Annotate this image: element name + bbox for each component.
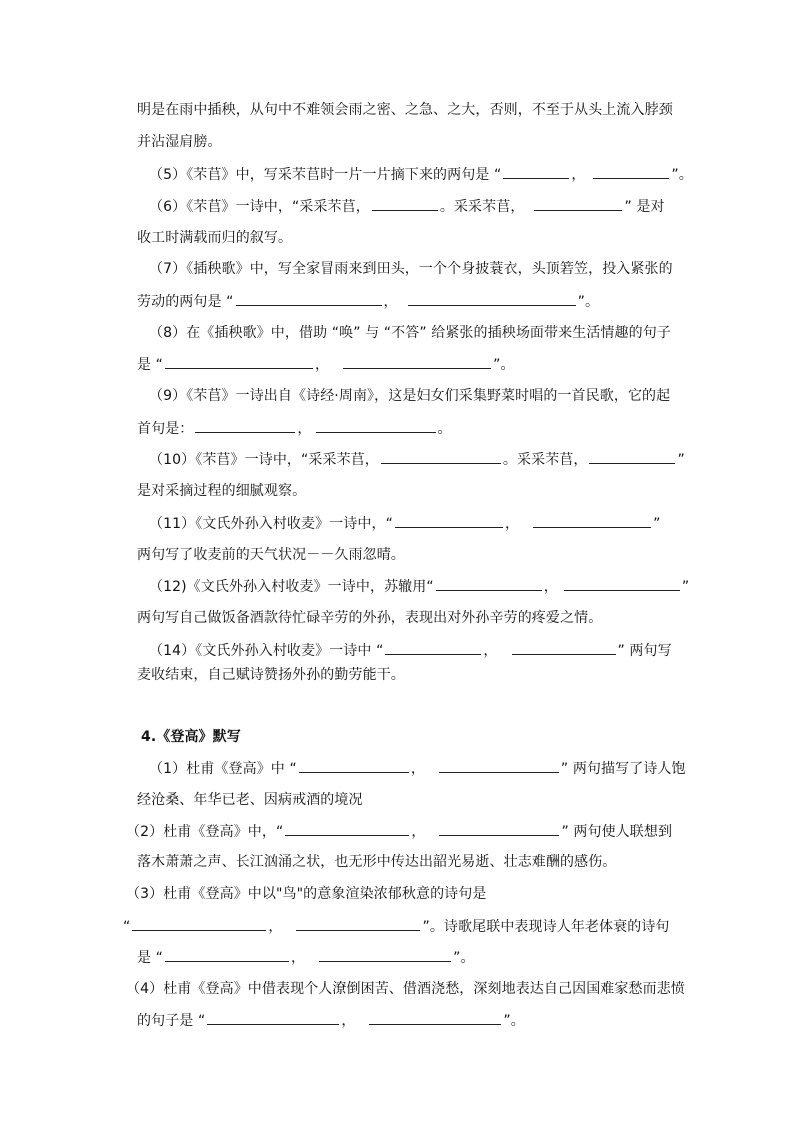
text: ”。	[503, 1013, 525, 1029]
question-1	[149, 758, 686, 779]
text: 明是在雨中插秧，从句中不难领会雨之密、之急、之大，否则，不至于从头上流入脖颈	[137, 102, 673, 118]
answer-blank[interactable]	[372, 196, 438, 211]
text: （1）杜甫《登高》中 “	[149, 761, 297, 777]
answer-blank[interactable]	[132, 916, 266, 931]
text-line	[137, 852, 616, 872]
text: ” 两句写	[617, 643, 672, 659]
question-14	[149, 640, 672, 661]
answer-blank[interactable]	[165, 947, 289, 962]
text-line	[137, 418, 452, 439]
question-11	[149, 513, 660, 534]
text: 劳动的两句是 “	[137, 294, 234, 310]
answer-blank[interactable]	[296, 916, 420, 931]
question-10	[149, 449, 685, 470]
text: ”。	[671, 167, 693, 183]
text-line	[137, 132, 222, 152]
answer-blank[interactable]	[503, 164, 569, 179]
text-line	[137, 1010, 525, 1031]
answer-blank[interactable]	[165, 354, 313, 369]
text: 。采采芣苢，	[502, 452, 588, 468]
text: ，	[410, 761, 425, 777]
text: （4）杜甫《登高》中借表现个人潦倒困苦、借酒浇愁，深刻地表达自己因国难家愁而悲愤	[126, 981, 685, 997]
answer-blank[interactable]	[381, 449, 501, 464]
text-line	[123, 916, 670, 937]
text: 。	[437, 421, 452, 437]
text-line	[137, 665, 405, 685]
text-line	[137, 100, 673, 120]
text-line	[137, 354, 515, 375]
question-4	[126, 979, 685, 999]
answer-blank[interactable]	[533, 513, 651, 528]
text: ”。诗歌尾联中表现诗人年老体衰的诗句	[422, 919, 670, 935]
text: ” 是对	[624, 199, 665, 215]
answer-blank[interactable]	[534, 196, 622, 211]
question-9	[149, 386, 670, 406]
answer-blank[interactable]	[589, 449, 675, 464]
text: ，	[543, 579, 558, 595]
text: ，	[483, 643, 498, 659]
text: ”。	[493, 357, 515, 373]
answer-blank[interactable]	[299, 758, 409, 773]
answer-blank[interactable]	[385, 640, 481, 655]
answer-blank[interactable]	[369, 1010, 501, 1025]
text-line	[137, 947, 475, 968]
text: ，	[411, 824, 426, 840]
question-3	[126, 884, 487, 904]
text: ”	[653, 516, 661, 532]
text: ，	[315, 357, 330, 373]
text: ，	[291, 950, 306, 966]
answer-blank[interactable]	[564, 576, 680, 591]
text-line	[137, 790, 363, 810]
section-heading	[141, 727, 241, 747]
text-line	[137, 545, 405, 565]
text-line	[137, 608, 602, 628]
question-5	[149, 164, 693, 185]
text: 收工时满载而归的叙写。	[137, 230, 293, 246]
text: （2）杜甫《登高》中，“	[126, 824, 284, 840]
text: ” 两句使人联想到	[561, 824, 673, 840]
answer-blank[interactable]	[439, 758, 559, 773]
text: 的句子是 “	[137, 1013, 206, 1029]
question-12	[149, 576, 689, 597]
text-line	[137, 481, 306, 501]
text: （9）《芣苢》一诗出自《诗经·周南》，这是妇女们采集野菜时唱的一首民歌，它的起	[149, 388, 671, 404]
text: ，	[297, 421, 312, 437]
text: 。采采芣苢，	[439, 199, 525, 215]
text: （7）《插秧歌》中，写全家冒雨来到田头，一个个身披蓑衣，头顶箬笠，投入紧张的	[149, 261, 673, 277]
question-8	[149, 323, 671, 343]
text: ，	[504, 516, 520, 532]
question-2	[126, 821, 672, 842]
text: 麦收结束，自己赋诗赞扬外孙的勤劳能干。	[137, 667, 405, 683]
text: 落木萧萧之声、长江汹涌之状，也无形中传达出韶光易逝、壮志难酬的感伤。	[137, 854, 617, 870]
text: （12)《文氏外孙入村收麦》一诗中，苏辙用“	[149, 579, 434, 595]
question-6	[149, 196, 665, 217]
answer-blank[interactable]	[408, 291, 576, 306]
text-line	[137, 228, 292, 248]
answer-blank[interactable]	[343, 354, 491, 369]
answer-blank[interactable]	[436, 576, 542, 591]
answer-blank[interactable]	[593, 164, 669, 179]
text: ，	[268, 919, 283, 935]
text: 是 “	[137, 357, 164, 373]
text: ”	[677, 452, 685, 468]
text: ，	[341, 1013, 356, 1029]
text: （5）《芣苢》中，写采芣苢时一片一片摘下来的两句是 “	[149, 167, 502, 183]
text: 首句是：	[137, 421, 194, 437]
text: ”。	[577, 294, 600, 310]
answer-blank[interactable]	[319, 947, 451, 962]
answer-blank[interactable]	[316, 418, 436, 433]
text: 并沾湿肩膀。	[137, 134, 222, 150]
text: ” 两句描写了诗人饱	[560, 761, 686, 777]
text: 是 “	[137, 950, 164, 966]
text: 两句写自己做饭备酒款待忙碌辛劳的外孙，表现出对外孙辛劳的疼爱之情。	[137, 610, 603, 626]
text: （10）《芣苢》一诗中，“采采芣苢，	[149, 452, 379, 468]
answer-blank[interactable]	[207, 1010, 339, 1025]
text: ”。	[453, 950, 475, 966]
text: “	[123, 919, 131, 935]
text: ，	[571, 167, 586, 183]
answer-blank[interactable]	[236, 291, 382, 306]
text: ，	[383, 294, 398, 310]
text: （8）在《插秧歌》中，借助 “唤” 与 “不答” 给紧张的插秧场面带来生活情趣的句子	[149, 325, 671, 341]
text: ”	[681, 579, 690, 595]
text: 两句写了收麦前的天气状况－－久雨忽晴。	[137, 547, 405, 563]
text: 4.《登高》默写	[141, 729, 241, 745]
answer-blank[interactable]	[439, 821, 559, 836]
text: 经沧桑、年华已老、因病戒酒的境况	[137, 792, 363, 808]
question-7	[149, 259, 673, 279]
text: （11）《文氏外孙入村收麦》一诗中，“	[149, 516, 393, 532]
text-line	[137, 291, 599, 312]
answer-blank[interactable]	[512, 640, 616, 655]
text: （14）《文氏外孙入村收麦》一诗中 “	[149, 643, 384, 659]
answer-blank[interactable]	[395, 513, 503, 528]
text: （6）《芣苢》一诗中，“采采芣苢，	[149, 199, 370, 215]
answer-blank[interactable]	[195, 418, 295, 433]
answer-blank[interactable]	[285, 821, 409, 836]
text: 是对采摘过程的细腻观察。	[137, 483, 307, 499]
text: （3）杜甫《登高》中以"鸟"的意象渲染浓郁秋意的诗句是	[126, 886, 487, 902]
